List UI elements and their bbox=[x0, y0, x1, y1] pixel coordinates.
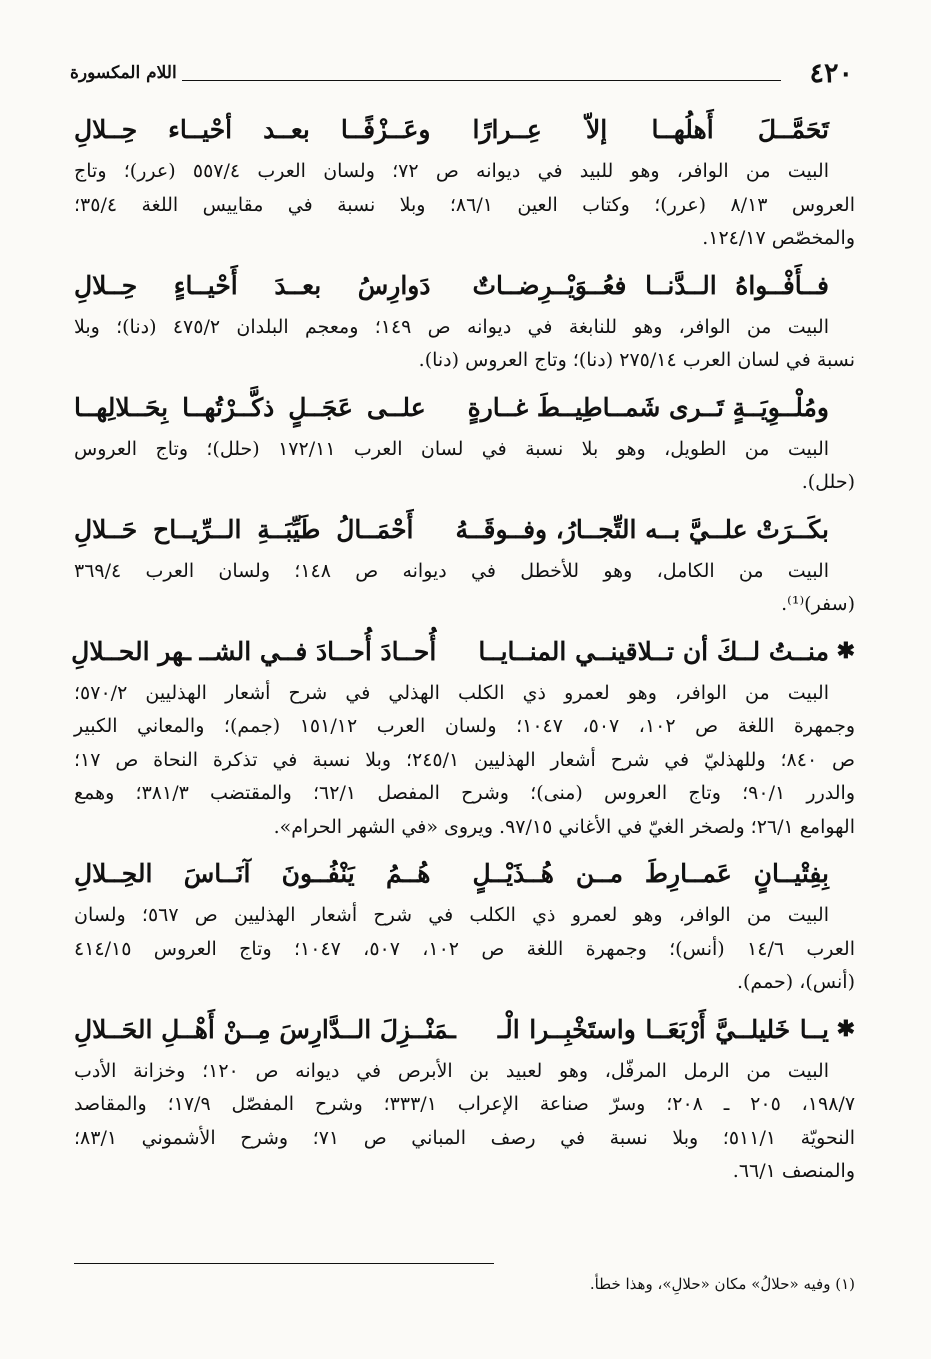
page-header bbox=[70, 58, 853, 94]
verse-line bbox=[74, 850, 855, 897]
source-line: والدرر ٩٠/١؛ وتاج العروس (منى)؛ وشرح المفصل ٦٢/١؛ والمقتضب ٣٨١/٣؛ وهمع bbox=[74, 782, 855, 804]
source-line: البيت من الرمل المرفّل، وهو لعبيد بن الأبرص في ديوانه ص ١٢٠؛ وخزانة الأدب bbox=[74, 1059, 829, 1082]
source-line: ص ٨٤٠؛ وللهذليّ في شرح أشعار الهذليين ٢٤٥/١؛ وبلا نسبة في تذكرة النحاة ص ١٧؛ bbox=[74, 748, 856, 771]
verse-line bbox=[74, 1006, 855, 1053]
verse-source-note bbox=[74, 433, 855, 500]
page-body bbox=[71, 106, 856, 1195]
asterisk-marker: ✱ bbox=[836, 1016, 855, 1042]
chapter-title: اللام المكسورة bbox=[70, 63, 177, 83]
verse-line bbox=[74, 262, 855, 309]
source-line: (سفر)⁽¹⁾. bbox=[781, 593, 855, 615]
source-line: نسبة في لسان العرب ٢٧٥/١٤ (دنا)؛ وتاج العروس (دنا). bbox=[418, 349, 855, 371]
header-rule bbox=[182, 80, 781, 81]
source-line: البيت من الوافر، وهو لعمرو ذي الكلب الهذلي في شرح أشعار الهذليين ٥٧٠/٢؛ bbox=[74, 681, 829, 704]
source-line: البيت من الوافر، وهو لعمرو ذي الكلب في شرح أشعار الهذليين ص ٥٦٧؛ ولسان bbox=[74, 904, 829, 926]
source-line: ١٩٨/٧، ٢٠٥ ـ ٢٠٨؛ وسرّ صناعة الإعراب ٣٣٣/١؛ وشرح المفصّل ١٧/٩؛ والمقاصد bbox=[74, 1093, 856, 1115]
source-line: النحويّة ٥١١/١؛ وبلا نسبة في رصف المباني ص ٧١؛ وشرح الأشموني ٨٣/١؛ bbox=[74, 1126, 856, 1149]
second-hemistich: أُحــادَ أُحــادَ فــي الشــ ـهر الحــلالِ bbox=[71, 636, 437, 666]
second-hemistich: هُــمُ يَنْفُــونَ آنَــاسَ الحِــلالِ bbox=[74, 859, 431, 888]
verse-line bbox=[74, 106, 855, 153]
second-hemistich: دَوارِسُ بعــدَ أَحْيــاءٍ حِــلالِ bbox=[74, 270, 431, 300]
first-hemistich: بِفِتْيــانٍ عَمــارِطَ مــن هُــذَيْــلٍ bbox=[472, 859, 829, 888]
source-line: وجمهرة اللغة ص ١٠٢، ٥٠٧، ١٠٤٧؛ ولسان العرب ١٥١/١٢ (جمم)؛ والمعاني الكبير bbox=[74, 715, 855, 737]
asterisk-marker: ✱ bbox=[836, 638, 855, 664]
verse-source-note bbox=[74, 555, 855, 622]
first-hemistich: تَحَمَّــلَ أَهلُهــا إلاّ عِــرارًا bbox=[472, 115, 829, 144]
verse-line bbox=[71, 628, 855, 675]
source-line: والمخصّص ١٢٤/١٧. bbox=[702, 227, 855, 249]
second-hemistich: علــى عَجَــلٍ ذكَّــرْتُهــا بِحَــلالِهــا bbox=[74, 392, 426, 422]
first-hemistich: بكَــرَتْ علــيَّ بــه التِّجــارُ، وفــوقَــهُ bbox=[455, 514, 829, 544]
footnote-separator bbox=[74, 1263, 494, 1264]
source-line: البيت من الوافر، وهو للبيد في ديوانه ص ٧٢؛ ولسان العرب ٥٥٧/٤ (عرر)؛ وتاج bbox=[74, 160, 829, 182]
verse-source-note bbox=[74, 899, 855, 1000]
verse-line bbox=[74, 384, 855, 431]
source-line: والمنصف ٦٦/١. bbox=[732, 1160, 855, 1182]
first-hemistich: فــأَفْــواهُ الــدَّنــا فعُــوَيْــرِضــاتٌ bbox=[472, 270, 829, 300]
verse-source-note bbox=[74, 311, 855, 378]
source-line: الهوامع ٢٦/١؛ ولصخر الغيّ في الأغاني ٩٧/١٥. ويروى «في الشهر الحرام». bbox=[273, 815, 855, 838]
source-line: العروس ٨/١٣ (عرر)؛ وكتاب العين ٨٦/١؛ وبلا نسبة في مقاييس اللغة ٣٥/٤؛ bbox=[74, 193, 855, 216]
source-line: البيت من الكامل، وهو للأخطل في ديوانه ص ١٤٨؛ ولسان العرب ٣٦٩/٤ bbox=[74, 559, 829, 582]
second-hemistich: وعَــزْفًــا بعــد أحْيــاء حِــلالِ bbox=[74, 115, 431, 144]
verse-line bbox=[74, 506, 855, 553]
first-hemistich: ومُلْــوِيَــةٍ تَــرى شَمــاطِيــطَ غــارةٍ bbox=[467, 392, 829, 422]
page-number: ٤٢٠ bbox=[809, 58, 853, 89]
source-line: (حلل). bbox=[801, 471, 855, 493]
source-line: البيت من الوافر، وهو للنابغة في ديوانه ص ١٤٩؛ ومعجم البلدان ٤٧٥/٢ (دنا)؛ وبلا bbox=[74, 315, 829, 338]
second-hemistich: ـمَنْــزِلَ الــدَّارِسَ مِــنْ أَهْــلِ الحَــلالِ bbox=[74, 1014, 456, 1044]
verse-source-note bbox=[74, 1055, 855, 1189]
verse-source-note bbox=[74, 155, 855, 256]
first-hemistich: منــتُ لــكَ أن تــلاقينــي المنــايــا bbox=[478, 636, 829, 666]
source-line: العرب ١٤/٦ (أنس)؛ وجمهرة اللغة ص ١٠٢، ٥٠٧، ١٠٤٧؛ وتاج العروس ٤١٤/١٥ bbox=[74, 937, 855, 960]
source-line: البيت من الطويل، وهو بلا نسبة في لسان العرب ١٧٢/١١ (حلل)؛ وتاج العروس bbox=[74, 437, 830, 460]
verse-source-note bbox=[74, 677, 855, 845]
first-hemistich: يــا خَليلــيَّ أَرْبَعَــا واستَخْبِــرا الْـ bbox=[497, 1014, 829, 1044]
footnote: (١) وفيه «حلالُ» مكان «حلالِ»، وهذا خطأ. bbox=[589, 1275, 855, 1293]
source-line: (أنس)، (حمم). bbox=[736, 971, 855, 993]
second-hemistich: أَحْمَــالُ طَيِّبَــةِ الــرِّيــاح حَــلالِ bbox=[74, 514, 414, 544]
